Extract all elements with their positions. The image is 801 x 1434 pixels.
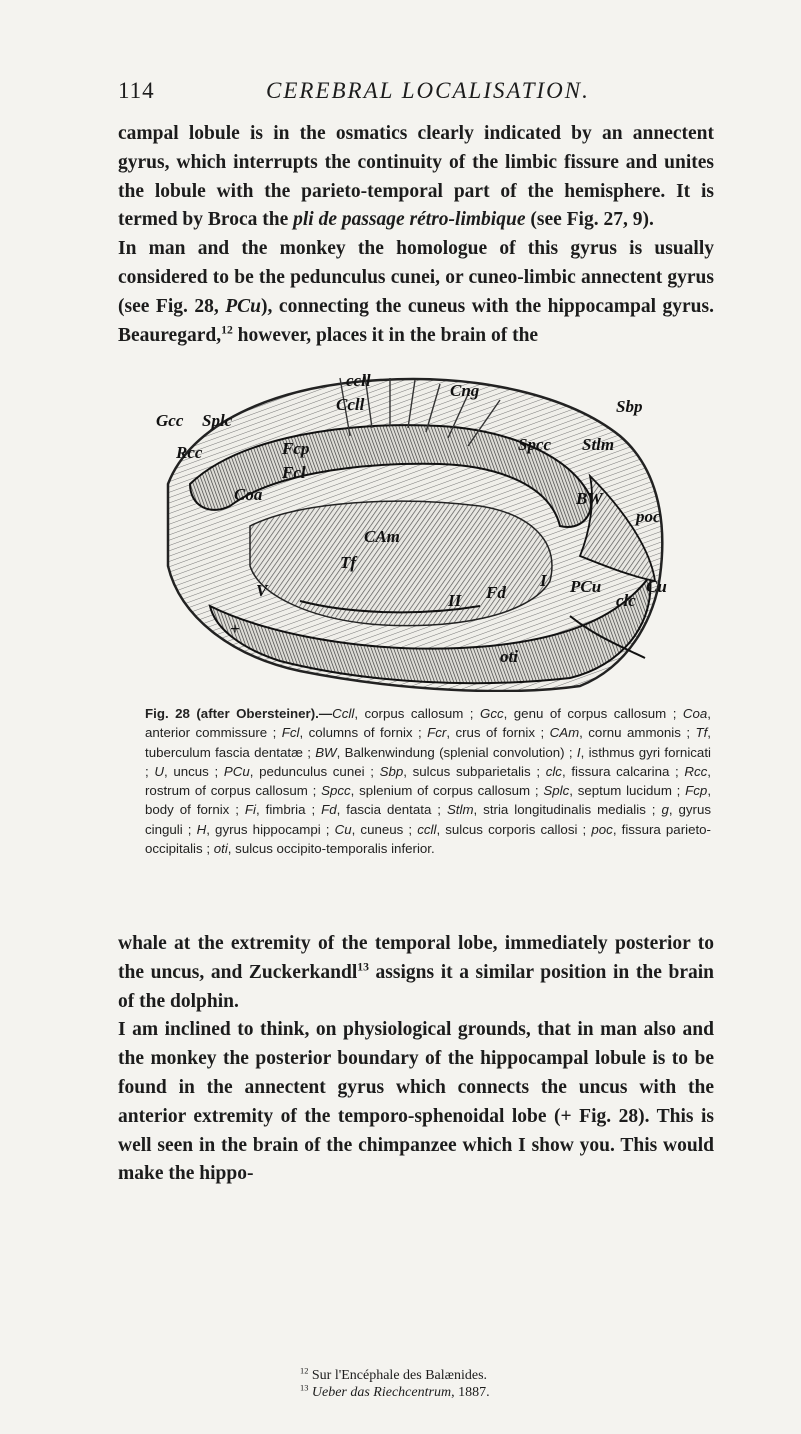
caption-definition: , crus of fornix ; [446,725,550,741]
label-clc: clc [616,591,636,610]
label-poc: poc [636,507,661,526]
caption-definition: , genu of corpus callosum ; [503,706,683,721]
footnote-tail: , 1887. [451,1385,490,1400]
caption-definition: , gyrus hippocampi ; [206,821,335,837]
label-plus: + [230,619,240,638]
caption-definition: , tuberculum fascia dentatæ ; [145,725,711,760]
label-ccll-2: Ccll [336,395,365,414]
text-run: whale at the extremity of the temporal lobe, immediately posterior to the uncus, and Zuckerkandl [118,933,714,983]
paragraph [118,930,714,1016]
label-gcc: Gcc [156,411,184,430]
paragraph [118,1016,714,1189]
body-text-bottom [118,930,714,1189]
caption-definition: , fissura calcarina ; [561,763,685,779]
label-bw: BW [576,489,603,508]
paragraph [118,120,714,235]
caption-abbrev: U [154,763,164,779]
label-coa: Coa [234,485,263,504]
caption-definition: , fascia dentata ; [336,802,447,818]
caption-abbrev: Stlm [446,802,474,818]
caption-abbrev: Spcc [321,783,351,799]
footnote-title: Ueber das Riechcentrum [311,1385,452,1400]
label-sbp: Sbp [616,397,643,416]
label-spcc: Spcc [518,435,552,454]
caption-definition: , stria longitudinalis medialis ; [473,802,662,818]
caption-abbrev: Fcp [685,783,708,799]
label-cu: Cu [646,577,667,596]
broca-term: pli de passage rétro-limbique [293,209,526,231]
caption-definition: , corpus callosum ; [354,706,480,721]
label-cam: CAm [364,527,400,546]
caption-abbrev: Ccll [332,706,355,721]
label-ii: II [448,591,462,610]
footnote-ref[interactable]: 13 [357,960,369,974]
caption-definition: , fissura parieto-occipitalis ; [145,821,711,857]
caption-definition: , pedunculus cunei ; [249,763,380,779]
running-title: CEREBRAL LOCALISATION. [266,78,590,103]
brain-section-drawing [150,366,672,692]
text-run: (see Fig. 27, 9). [525,209,654,231]
caption-abbrev: poc [591,821,613,837]
caption-abbrev: Fcr [427,725,447,741]
figure-caption [145,704,711,858]
caption-abbrev: CAm [549,725,580,741]
label-fcl: Fcl [282,463,306,482]
caption-abbrev: Coa [682,706,708,721]
caption-definition: , rostrum of corpus callosum ; [145,763,711,799]
figure-ref: PCu [225,295,262,317]
caption-definition: , body of fornix ; [145,783,712,818]
text-run: I am inclined to think, on physiological grounds, that in man also and the monkey the posterior boundary of the hippocampal lobule is to be found in the annectent gyrus which connects the uncus with the anterior extremity of the temporo-sphenoidal lobe (+ Fig. 28). This is well seen in the brain of the chimpanzee which I show you. This would make the hippo- [118,1019,714,1185]
caption-abbrev: H [196,821,207,837]
caption-abbrev: oti [213,841,228,857]
label-stlm: Stlm [582,435,615,454]
label-rcc: Rcc [176,443,203,462]
caption-abbrev: BW [315,744,337,760]
caption-definition: , anterior commissure ; [145,706,711,741]
text-run: assigns it a similar position in the brain of the dolphin. [118,961,714,1012]
footnotes [300,1367,720,1401]
caption-abbrev: clc [545,763,562,779]
caption-entries [145,706,711,856]
caption-abbrev: Sbp [379,763,404,779]
caption-abbrev: Fcl [281,725,300,741]
page-number: 114 [118,78,155,103]
caption-definition: , uncus ; [163,763,224,779]
label-cng: Cng [450,381,480,400]
paragraph [118,235,714,350]
text-run: ), connecting the cuneus with the hippocampal gyrus. Beauregard, [118,295,714,346]
caption-definition: , fimbria ; [256,802,322,818]
caption-definition: , splenium of corpus callosum ; [350,783,544,799]
caption-definition: , cuneus ; [351,821,418,837]
label-fd: Fd [486,583,506,602]
text-run: campal lobule is in the osmatics clearly indicated by an annectent gyrus, which interrupts the continuity of the limbic fissure and unites the lobule with the parieto-temporal part of the hemisphere. It is termed by Broca the [118,123,714,231]
label-ccll: ccll [346,371,371,390]
brain-figure [150,366,672,692]
footnote-number: 12 [300,1366,309,1376]
text-run: In man and the monkey the homologue of this gyrus is usually considered to be the pedunculus cunei, or cuneo-limbic annectent gyrus (see Fig. 28, [118,238,714,317]
label-splc: Splc [202,411,233,430]
label-tf: Tf [340,553,357,572]
label-v: V [256,581,268,600]
footnote [300,1367,720,1384]
footnote-ref[interactable]: 12 [221,323,233,337]
caption-lead: Fig. 28 (after Obersteiner).— [145,706,333,721]
caption-abbrev: g [661,802,669,818]
label-fcp: Fcp [282,439,310,458]
caption-abbrev: I [576,744,581,760]
caption-definition: , gyrus cinguli ; [145,802,711,837]
caption-abbrev: Splc [543,783,570,799]
caption-abbrev: Rcc [684,763,708,779]
body-text-top [118,120,714,350]
footnote-number: 13 [300,1383,309,1393]
caption-abbrev: Gcc [479,706,504,721]
caption-definition: , cornu ammonis ; [579,725,696,741]
caption-definition: , Balkenwindung (splenial convolution) ; [336,744,577,760]
caption-abbrev: Fi [244,802,256,818]
footnote [300,1384,720,1401]
footnote-text: Sur l'Encéphale des Balænides. [308,1368,488,1383]
running-header [118,78,718,108]
caption-abbrev: PCu [223,763,250,779]
caption-abbrev: Tf [695,725,708,741]
caption-definition: , isthmus gyri fornicati ; [145,744,711,779]
label-oti: oti [500,647,518,666]
label-i: I [540,571,547,590]
caption-definition: , sulcus corporis callosi ; [436,821,592,837]
caption-definition: , columns of fornix ; [299,725,428,741]
caption-definition: , sulcus occipito-temporalis inferior. [227,841,435,857]
caption-abbrev: ccll [417,821,437,837]
caption-definition: , septum lucidum ; [569,783,686,799]
text-run: however, places it in the brain of the [232,324,539,346]
caption-definition: , sulcus subparietalis ; [403,763,546,779]
caption-abbrev: Fd [321,802,337,818]
caption-abbrev: Cu [334,821,352,837]
label-pcu: PCu [570,577,602,596]
